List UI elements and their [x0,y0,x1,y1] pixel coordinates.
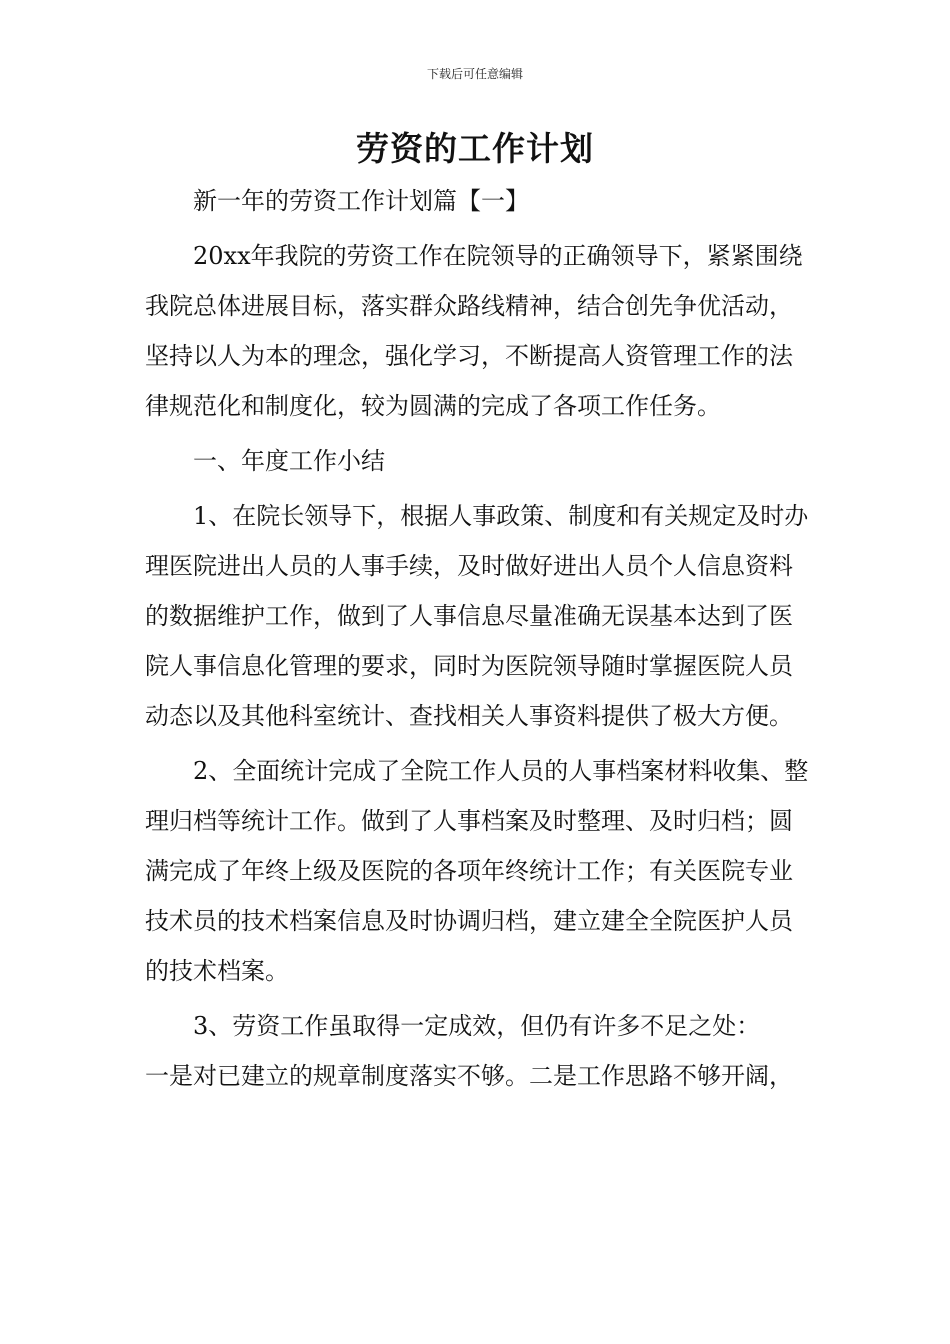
paragraph: 1、在院长领导下，根据人事政策、制度和有关规定及时办理医院进出人员的人事手续，及时做好进出人员个人信息资料的数据维护工作，做到了人事信息尽量准确无误基本达到了医院人事信息化管理的要求，同时为医院领导随时掌握医院人员动态以及其他科室统计、查找相关人事资料提供了极大方便。 [145,502,809,730]
paragraph: 20xx年我院的劳资工作在院领导的正确领导下，紧紧围绕我院总体进展目标，落实群众路线精神，结合创先争优活动，坚持以人为本的理念，强化学习，不断提高人资管理工作的法律规范化和制度化，较为圆满的完成了各项工作任务。 [145,242,803,420]
section-heading: 新一年的劳资工作计划篇【一】 [193,187,529,215]
header-note: 下载后可任意编辑 [426,67,523,81]
paragraph: 一是对已建立的规章制度落实不够。二是工作思路不够开阔， [145,1062,793,1090]
document-body [145,176,815,1106]
subsection-heading: 一、年度工作小结 [193,447,385,475]
paragraph: 3、劳资工作虽取得一定成效，但仍有许多不足之处： [193,1012,761,1040]
paragraph: 2、全面统计完成了全院工作人员的人事档案材料收集、整理归档等统计工作。做到了人事档案及时整理、及时归档；圆满完成了年终上级及医院的各项年终统计工作；有关医院专业技术员的技术档案信息及时协调归档，建立建全全院医护人员的技术档案。 [145,757,809,985]
document-title: 劳资的工作计划 [356,129,594,168]
